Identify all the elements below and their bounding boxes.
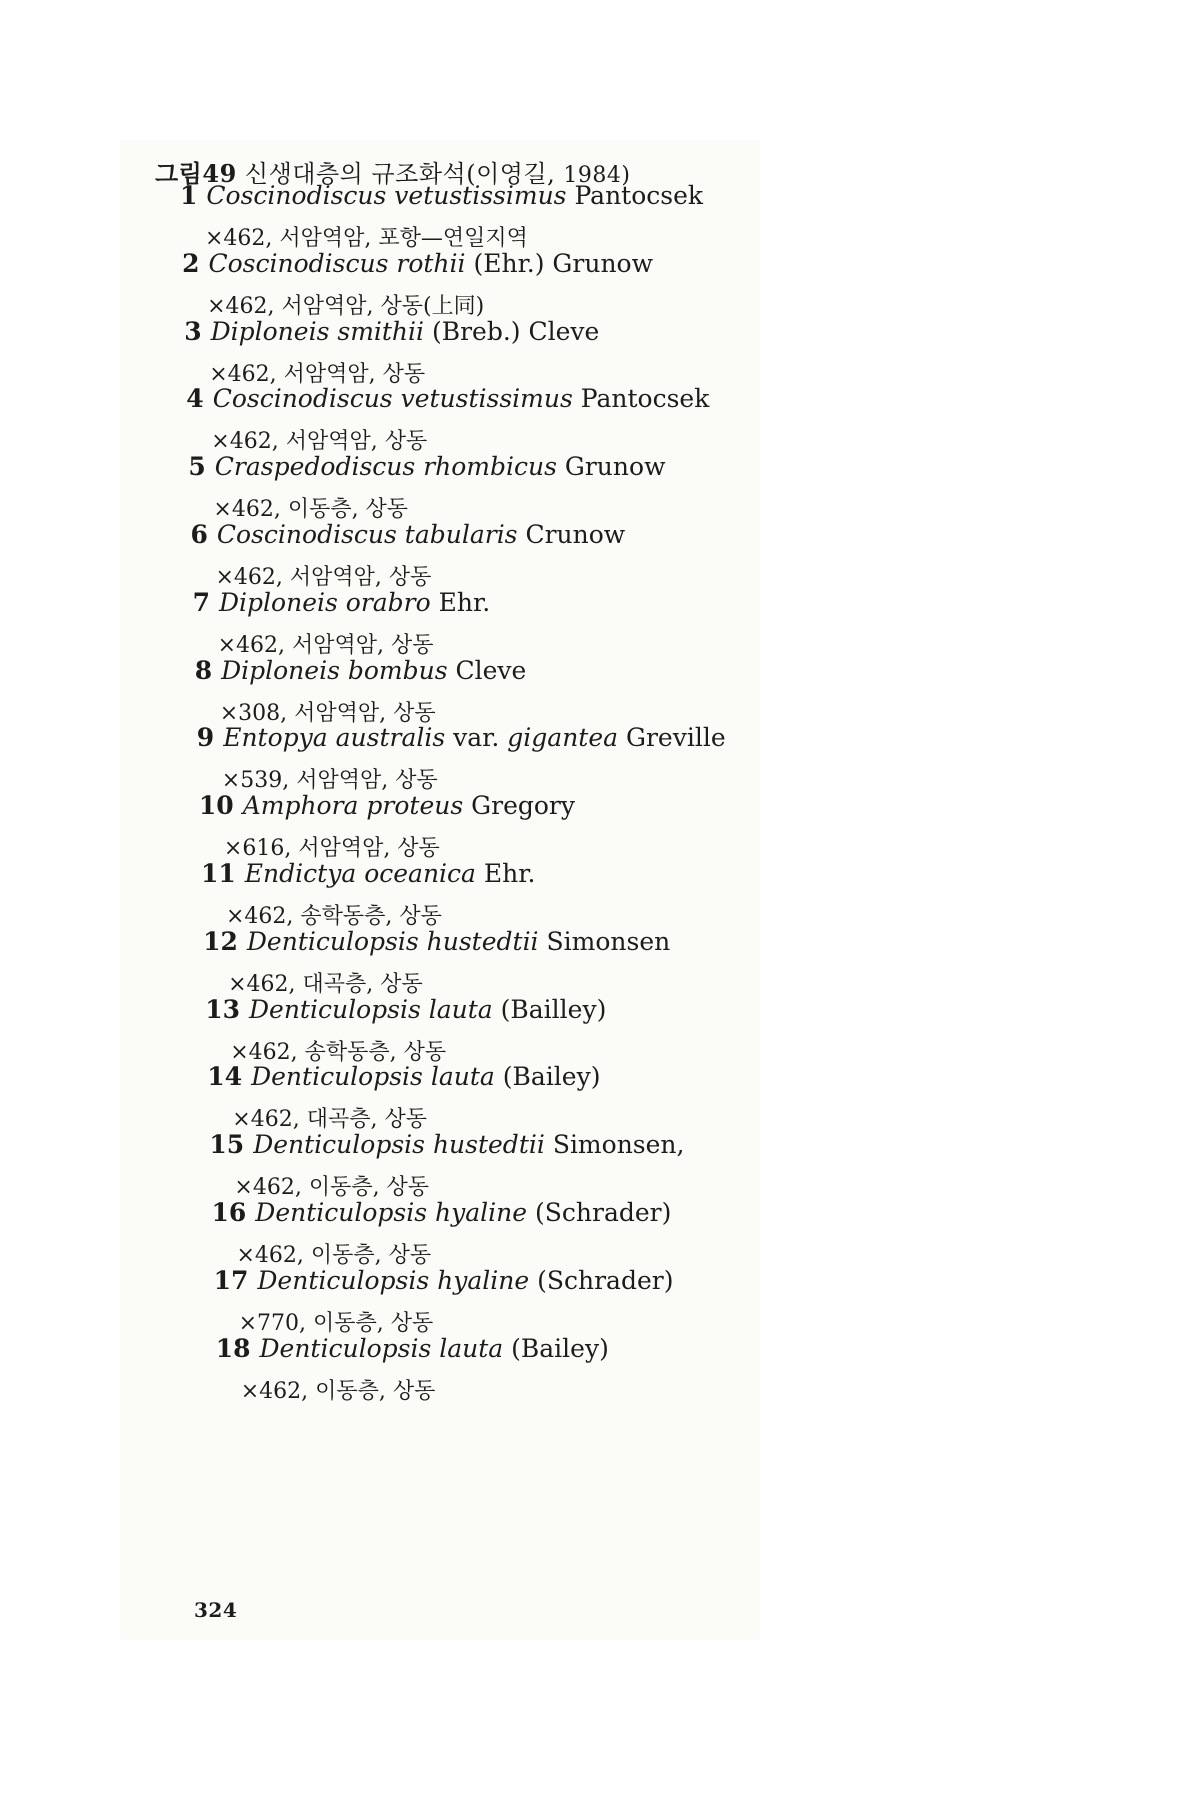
figure-label: 그림49 (155, 159, 237, 188)
specimen-entry (184, 315, 600, 387)
entry-number: 16 (211, 1198, 247, 1227)
author-name: (Ehr.) Grunow (473, 248, 653, 278)
entry-number: 18 (215, 1333, 251, 1363)
locality-details: 서암역암, 상동 (298, 836, 440, 862)
entry-number: 5 (188, 452, 206, 482)
entry-number: 12 (203, 926, 238, 956)
species-name: lauta (439, 1333, 504, 1363)
specimen-entry (186, 382, 710, 455)
specimen-name-line (184, 315, 599, 349)
genus-name: Denticulopsis (246, 926, 419, 956)
specimen-name-line (212, 1196, 672, 1230)
magnification: ×616, (223, 836, 292, 862)
specimen-entry (188, 450, 666, 523)
entry-number: 15 (209, 1130, 245, 1160)
specimen-name-line (201, 857, 535, 891)
magnification: ×462, (207, 293, 275, 319)
author-name: (Schrader) (537, 1265, 674, 1295)
specimen-name-line (205, 993, 606, 1027)
specimen-entry (198, 789, 576, 862)
species-name: vetustissimus (394, 181, 567, 210)
taxon-rank: var. (453, 723, 500, 753)
specimen-name-line (207, 1060, 600, 1094)
entry-number: 10 (198, 791, 234, 821)
genus-name: Denticulopsis (248, 994, 421, 1024)
figure-title: 신생대층의 규조화석 (244, 160, 467, 188)
genus-name: Denticulopsis (255, 1198, 428, 1227)
species-name: hustedtii (426, 926, 539, 956)
magnification: ×462, (232, 1107, 300, 1133)
entry-number: 6 (190, 520, 208, 549)
locality-details: 서암역암, 포항—연일지역 (279, 226, 528, 251)
species-name: hyaline (435, 1198, 528, 1227)
specimen-name-line (188, 450, 665, 484)
magnification: ×462, (226, 904, 294, 929)
locality-details: 서암역암, 상동 (283, 361, 426, 387)
species-name: bombus (347, 655, 448, 685)
locality-details: 이동층, 상동 (308, 1175, 430, 1201)
specimen-name-line (191, 518, 626, 552)
entry-number: 8 (194, 655, 213, 685)
magnification: ×462, (228, 971, 296, 997)
author-name: (Bailley) (500, 994, 607, 1024)
author-name: Cleve (455, 655, 527, 685)
entry-number: 7 (192, 587, 210, 617)
specimen-name-line (199, 789, 575, 823)
species-name: vetustissimus (400, 384, 573, 414)
magnification: ×462, (205, 226, 273, 251)
entry-number: 14 (207, 1062, 243, 1092)
author-name: Gregory (471, 791, 576, 821)
magnification: ×770, (238, 1310, 307, 1336)
genus-name: Endictya (244, 859, 357, 888)
author-name: Ehr. (438, 587, 491, 617)
genus-name: Denticulopsis (253, 1130, 425, 1160)
species-name: hyaline (437, 1265, 530, 1295)
species-name: australis (335, 723, 446, 753)
specimen-name-line (209, 1128, 684, 1162)
magnification: ×462, (211, 429, 279, 455)
specimen-entry (190, 518, 626, 590)
species-name: rothii (396, 248, 466, 278)
entry-number: 9 (196, 723, 215, 753)
entry-number: 11 (201, 859, 236, 888)
specimen-name-line (214, 1264, 674, 1298)
species-name: smithii (337, 316, 425, 346)
entry-number: 4 (186, 384, 204, 414)
author-name: Ehr. (483, 859, 536, 888)
locality-details: 서암역암, 상동 (292, 632, 434, 658)
species-name: proteus (366, 791, 464, 821)
genus-name: Entopya (223, 723, 328, 753)
author-name: Greville (626, 723, 726, 753)
entry-number: 2 (182, 248, 200, 278)
locality-details: 서암역암, 상동 (285, 429, 428, 455)
specimen-name-line (182, 247, 653, 281)
specimen-entry (209, 1128, 685, 1201)
entry-number: 3 (184, 316, 202, 346)
locality-details: 서암역암, 상동 (289, 565, 432, 590)
specimen-entry (203, 925, 671, 997)
author-name: (Breb.) Cleve (431, 316, 600, 346)
author-name: (Bailey) (502, 1062, 601, 1092)
author-name: Simonsen, (552, 1130, 685, 1160)
genus-name: Coscinodiscus (212, 384, 393, 414)
genus-name: Diploneis (210, 316, 330, 346)
genus-name: Diploneis (219, 587, 338, 617)
locality-details: 서암역암, 상동(上同) (281, 293, 485, 319)
specimen-entry (194, 654, 527, 726)
specimen-name-line (193, 586, 491, 620)
specimen-entry (192, 586, 491, 658)
figure-citation: (이영길, (466, 160, 556, 188)
species-name: orabro (345, 587, 431, 617)
specimen-name-line (203, 925, 670, 959)
author-name: (Schrader) (535, 1198, 672, 1227)
entry-number: 13 (205, 994, 240, 1024)
magnification: ×462, (215, 565, 283, 590)
magnification: ×462, (213, 497, 281, 523)
locality-details: 송학동층, 상동 (304, 1039, 447, 1065)
author-name: Crunow (525, 520, 626, 549)
specimen-entry (182, 247, 653, 319)
genus-name: Coscinodiscus (216, 520, 397, 549)
species-name: oceanica (364, 859, 476, 888)
locality-details: 대곡층, 상동 (306, 1107, 427, 1133)
species-name: lauta (428, 994, 493, 1024)
specimen-entry (215, 1332, 609, 1404)
species-name: tabularis (404, 520, 518, 549)
species-name: hustedtii (432, 1130, 545, 1160)
magnification: ×462, (217, 632, 286, 658)
variety-name: gigantea (507, 723, 619, 753)
genus-name: Denticulopsis (257, 1265, 430, 1295)
magnification: ×462, (209, 361, 277, 387)
specimen-name-line (216, 1332, 609, 1366)
locality-details: 이동층, 상동 (313, 1310, 434, 1336)
locality-details: 이동층, 상동 (315, 1378, 436, 1404)
page-number: 324 (194, 1598, 238, 1622)
entry-number: 17 (213, 1265, 249, 1295)
magnification: ×462, (240, 1378, 309, 1404)
magnification: ×539, (221, 768, 290, 794)
locality-details: 이동층, 상동 (310, 1243, 432, 1268)
magnification: ×462, (236, 1243, 304, 1268)
locality-details: 서암역암, 상동 (294, 700, 436, 726)
genus-name: Coscinodiscus (208, 248, 389, 278)
specimen-name-line (195, 654, 527, 688)
specimen-name-line (180, 179, 703, 213)
entry-number: 1 (180, 181, 198, 210)
specimen-entry (207, 1060, 601, 1133)
author-name: Simonsen (546, 926, 671, 956)
genus-name: Diploneis (221, 655, 340, 685)
specimen-entry (213, 1264, 674, 1336)
specimen-entry (201, 857, 536, 929)
species-name: rhombicus (423, 452, 557, 482)
species-name: lauta (430, 1062, 495, 1092)
author-name: (Bailey) (511, 1333, 609, 1363)
specimen-entry (180, 179, 704, 251)
specimen-name-line (186, 382, 709, 416)
genus-name: Craspedodiscus (214, 452, 416, 482)
locality-details: 서암역암, 상동 (296, 768, 438, 794)
specimen-detail-line (216, 1375, 436, 1409)
figure-year: 1984) (563, 163, 631, 188)
author-name: Pantocsek (574, 181, 704, 210)
magnification: ×462, (230, 1039, 298, 1065)
specimen-entry (205, 993, 607, 1065)
specimen-entry (196, 721, 726, 794)
genus-name: Coscinodiscus (206, 181, 387, 210)
genus-name: Denticulopsis (251, 1062, 423, 1092)
locality-details: 이동층, 상동 (287, 497, 409, 523)
specimen-name-line (197, 721, 726, 755)
magnification: ×308, (219, 700, 288, 726)
author-name: Pantocsek (580, 384, 710, 414)
genus-name: Denticulopsis (259, 1333, 432, 1363)
specimen-entry (211, 1196, 672, 1268)
genus-name: Amphora (242, 791, 359, 821)
locality-details: 대곡층, 상동 (302, 971, 423, 997)
locality-details: 송학동층, 상동 (300, 904, 442, 929)
author-name: Grunow (564, 452, 666, 482)
magnification: ×462, (234, 1175, 302, 1201)
